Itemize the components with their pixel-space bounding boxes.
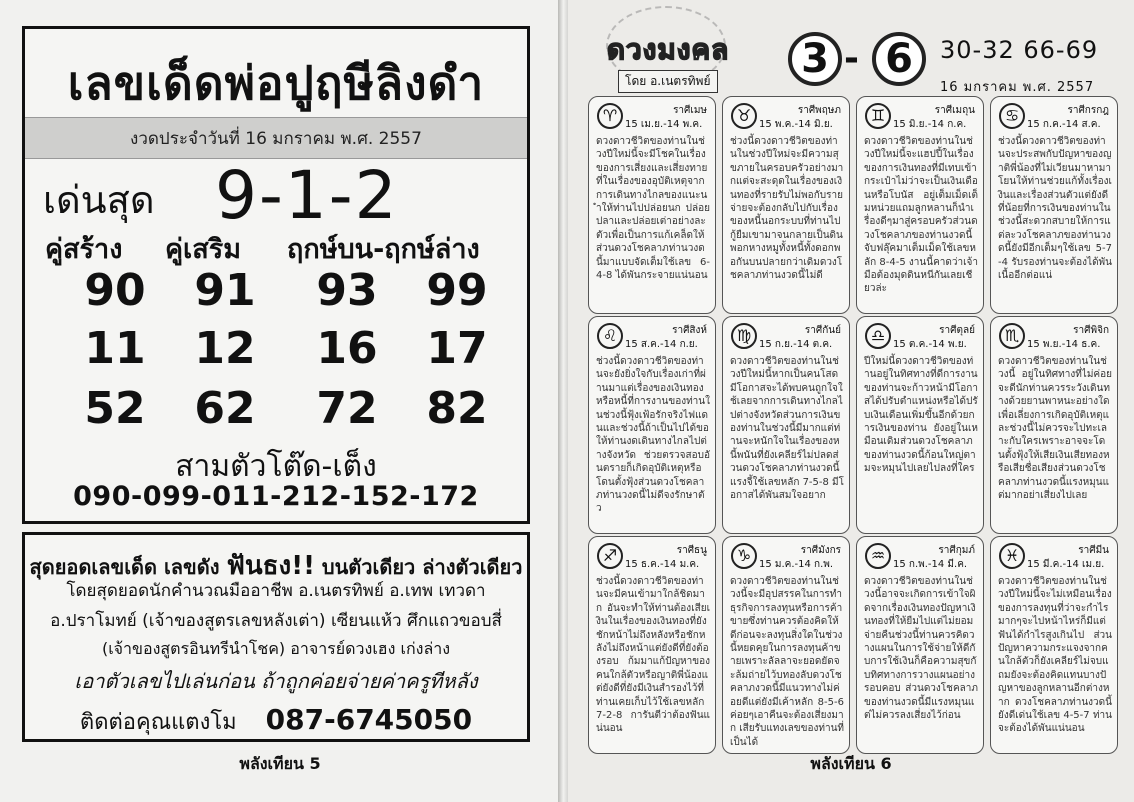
- sign-name: ราศีพิจิก: [1073, 325, 1109, 336]
- sign-name: ราศีสิงห์: [672, 325, 707, 336]
- horoscope-text: ดวงดาวชีวิตของท่านในช่วงนี้อาจจะเกิดการเข้าใจผิดจากเรื่องเงินทองปัญหาเงินทองที่ให้ยืมไปแต่ไม่ยอมจ่ายคืนช่วงนี้ท่านควรคิดวางแผนในการใช้จ่ายให้ดีกับการใช้เงินก็คือความสุขกับทิศทางการวางแผนอย่างรอบคอบ ส่วนดวงโชคลาภของท่านงวดนี้มีแรงหมุนแต่ไม่ควรลงเสี่ยงไว้ก่อน: [864, 576, 978, 722]
- right-page: [568, 0, 1134, 802]
- page-footer-right: พลังเทียน 6: [810, 754, 892, 773]
- sign-name: ราศีตุลย์: [939, 325, 975, 336]
- sign-name: ราศีเมษ: [673, 105, 707, 116]
- promo-line-4: (เจ้าของสูตรอินทรีนำโชค) อาจารย์ดวงเฮง เก่งล่าง: [101, 639, 451, 658]
- horoscope-card: [722, 96, 850, 314]
- date-range: 15 ส.ค.-14 ก.ย.: [625, 339, 698, 350]
- date-range: 15 ก.ค.-14 ส.ค.: [1027, 119, 1101, 130]
- horoscope-text: ดวงดาวชีวิตของท่านในช่วงนี้จะมีอุปสรรคในการทำธุรกิจการลงทุนหรือการค้าขายซึ่งท่านควรต้องคิดให้ดีก่อนจะลงทุนสิ่งใดในช่วงนี้หยดคุยในการลงทุนค้าขายเพราะลัลลาจะยอดยัดจะล้มถ่ายไว้บทองลับดวงโชคลาภงวดนี้มีแนวทางไม่ค่อยดีแต่ยังมีเค้าหลัก 8-5-6 ค่อยๆเอาคืนจะต้องเสี่ยงมาก เสียรับแทงเลขของท่านที่เป็นได้: [730, 576, 844, 748]
- taurus-icon: ♉: [731, 103, 757, 129]
- number-cell: 72: [316, 383, 378, 434]
- horoscope-text: ดวงดาวชีวิตของท่านในช่วงนี้ อยู่ในทิศทางที่ไม่ค่อยจะดีนักท่านควรระวังเดินทางด้วยยานพาหนะอย่างใด เพื่อเลี่ยงการเกิดอุบัติเหตุและช่วงนี้ไม่ควรจะไปทะเลาะกับใครเพราะอาจจะโดนตั้งฟุ้งให้เสียเงินเสียทองหรือเสียชื่อเสียงส่วนดวงโชคลาภท่านงวดนี้แรงหมุนแต่มากอย่าเสี่ยงไปเลย: [998, 356, 1112, 502]
- number-cell: 11: [84, 323, 146, 374]
- sign-name: ราศีกุมภ์: [938, 545, 975, 556]
- horoscope-text: ปีใหม่นี้ดวงดาวชีวิตของท่านอยู่ในทิศทางที่ดีการงานของท่านจะก้าวหน้ามีโอกาสได้ปรับตำแหน่งหรือได้ปรับเงินเดือนเพิ่มขึ้นอีกด้วยการเงินของท่าน ยังอยู่ในเหมือนเดิมส่วนดวงโชคลาภของท่านงวดนี้ก้อนใหญ่ตามจะหมุนไปเลยไปลงที่ใคร: [864, 356, 978, 475]
- date-range: 15 ธ.ค.-14 ม.ค.: [625, 559, 700, 570]
- date-range: 15 เม.ย.-14 พ.ค.: [625, 119, 703, 130]
- three-digit-label: สามตัวโต๊ด-เต็ง: [175, 449, 377, 484]
- number-cell: 12: [194, 323, 256, 374]
- left-page: [0, 0, 560, 802]
- draw-date: งวดประจำวันที่ 16 มกราคม พ.ศ. 2557: [25, 117, 527, 159]
- contact-phone: 087-6745050: [265, 703, 473, 736]
- number-cell: 91: [194, 265, 256, 316]
- date-range: 15 พ.ค.-14 มิ.ย.: [759, 119, 833, 130]
- leo-icon: ♌: [597, 323, 623, 349]
- number-cell: 90: [84, 265, 146, 316]
- promo-headline-big: ฟันธง!!: [226, 551, 315, 581]
- horoscope-card: [588, 536, 716, 754]
- horoscope-text: ดวงดาวชีวิตของท่านในช่วงปีใหม่นี้จะไม่เหมือนเรื่องของการลงทุนที่ว่าจะกำไรมากๆจะไปหน้าไหร่ก็มีแต่ฟันได้กำไรสูงเกินไป ส่วนปัญหาความกระแจงจากคนใกล้ตัวก็ยังเคลียร์ไม่จบแถมยังจะต้องคิดแทนบางปัญหาของลูกหลานอีกต่างหาก ดวงโชคลาภท่านงวดนี้ยังดีเด่นใช้เลข 4-5-7 ท่านจะต้องได้พันแน่นอน: [998, 576, 1112, 735]
- date-range: 15 มี.ค.-14 เม.ย.: [1027, 559, 1105, 570]
- date-range: 15 ก.พ.-14 มี.ค.: [893, 559, 968, 570]
- date-range: 15 มิ.ย.-14 ก.ค.: [893, 119, 967, 130]
- sign-name: ราศีมีน: [1078, 545, 1109, 556]
- horoscope-card: [990, 96, 1118, 314]
- masthead-title: ดวงมงคล: [606, 33, 730, 66]
- libra-icon: ♎: [865, 323, 891, 349]
- horoscope-text: ช่วงนี้ดวงดาวชีวิตของท่านจะประสพกับปัญหาของญาติพี่น้องที่ไม่เวียนมาหามาโยนให้ท่านช่วยแก้ทั้งเรื่องเงินและเรื่องส่วนตัวแต่ยังดีที่น้อยที่การเงินของท่านในช่วงนี้สะดวกสบายให้การแต่ละวงโชคลาภของท่านวงดนี้ยังมีอีกเต็มๆใช้เลข 5-7-4 รับรองท่านจะต้องได้พันเนื้ออีกต่อแน่: [998, 136, 1112, 282]
- promo-slogan: เอาตัวเลขไปเล่นก่อน ถ้าถูกค่อยจ่ายค่าครูทีหลัง: [74, 669, 478, 693]
- number-cell: 16: [316, 323, 378, 374]
- masthead: [588, 6, 738, 96]
- gemini-icon: ♊: [865, 103, 891, 129]
- horoscope-card: [588, 316, 716, 534]
- horoscope-card: [722, 536, 850, 754]
- highlight-label: เด่นสุด: [43, 178, 155, 222]
- category-kusang: คู่สร้าง: [45, 234, 123, 265]
- horoscope-text: ช่วงนี้ดวงดาวชีวิตของท่านจะมีคนเข้ามาใกล้ชิดมาก อันจะทำให้ท่านต้องเสียเงินในเรื่องของเงินทองที่ยังชักหน้าไม่ถึงหลังหรือชักหลังไม่ถึงหน้าแต่ยังดีที่ยังต้องรอบ ก้มมาแก้ปัญหาของคนใกล้ตัวหรือญาติพี่น้องแต่ยังดีที่ยังมีเงินสำรองไว้ที่ท่านเคยเก็บไว้ใช้เลขหลัก 7-2-8 การันตีว่าต้องฟันแน่นอน: [596, 576, 710, 735]
- horoscope-text: ดวงดาวชีวิตของท่านในช่วงปีใหม่นี้จะมีโชคในเรื่องของการเสี่ยงและเสี่ยงทายที่ในเรื่องของอุบัติเหตุจากการเดินทางไกลของแนะนำให้ท่านไปปล่อยนก ปล่อยปลาและปล่อยเต่าอย่างละตัวเพื่อเป็นการแก้เคล็ดให้ส่วนดวงโชคลาภท่านวงดนี้มาแบบจัดเต็มใช้เลข 6-4-8 ได้พันกระจายแน่นอน: [596, 136, 710, 282]
- cancer-icon: ♋: [999, 103, 1025, 129]
- date-range: 15 ม.ค.-14 ก.พ.: [759, 559, 834, 570]
- number-cell: 17: [426, 323, 488, 374]
- horoscope-text: ดวงดาวชีวิตของท่านในช่วงปีใหม่นี้จะแฮปปี้ในเรื่องของการเงินทองที่มีเทบเข้ากระเป๋าไม่ว่าจะเป็นเงินเดือนหรือโบนัส อยู่เต็มเม็ดเต็มหน่วยแถมลูกหลานก็นำเรื่องดีๆมาสู่ครอบครัวส่วนดวงโชคลาภของท่านงวดนี้จับฟลุ๊คมาเต็มเม็ดใช้เลขหลัก 8-4-5 งานนี้คาดว่าเจ้ามือต้องมุดดินหนีกันเลยเชียวล่ะ: [864, 136, 978, 295]
- promo-headline-b: บนตัวเดียว ล่างตัวเดียว: [321, 555, 523, 579]
- horoscope-card: [588, 96, 716, 314]
- right-date: 16 มกราคม พ.ศ. 2557: [940, 80, 1095, 95]
- horoscope-text: ช่วงนี้ดวงดาวชีวิตของท่านในช่วงปีใหม่จะมีความสุขภายในครอบครัวอย่างมากแต่จะสะดุดในเรื่องของเงินทองที่รายรับไม่พอกับรายจ่ายจะต้องกลับไปกับเรื่องของหนี้นอกระบบที่ท่านไปกู้ยืมเขามาจนกลายเป็นดินพอกหางหมูทั้งหนี้ทั้งดอกพอกันบนปลายกว่าเดิมดวงโชคลาภท่านงวดนี้ไม่ดี: [730, 136, 844, 282]
- horoscope-card: [856, 316, 984, 534]
- promo-line-2: โดยสุดยอดนักคำนวณมืออาชีพ อ.เนตรทิพย์ อ.เทพ เทวดา: [66, 581, 486, 601]
- number-cell: 93: [316, 265, 378, 316]
- date-range: 15 ต.ค.-14 พ.ย.: [893, 339, 967, 350]
- lottery-tips-box: [22, 26, 530, 524]
- horoscope-card: [722, 316, 850, 534]
- number-cell: 82: [426, 383, 488, 434]
- horoscope-text: ดวงดาวชีวิตของท่านในช่วงปีใหม่นี้หากเป็นคนโสดมีโอกาสจะได้พบคนถูกใจใช้เลยจากการเดินทางไกลไปต่างจังหวัดส่วนการเงินของท่านในช่วงนี้มีมากแต่ท่านจะหนักใจในเรื่องของหนี้พนันที่ยังเคลียร์ไม่ปลดส่วนดวงโชคลาภท่านงวดนี้แรงจี้ใช้เลขหลัก 7-5-8 มีโอกาสได้พันสมใจอยาก: [730, 356, 845, 502]
- aquarius-icon: ♒: [865, 543, 891, 569]
- scorpio-icon: ♏: [999, 323, 1025, 349]
- promo-line-3: อ.ปราโมทย์ (เจ้าของสูตรเลขหลังเต่า) เซียนแห้ว ศึกแถวขอบสี่: [50, 611, 502, 631]
- category-kuserm: คู่เสริม: [165, 234, 242, 265]
- sign-name: ราศีมังกร: [800, 545, 841, 556]
- aries-icon: ♈: [597, 103, 623, 129]
- horoscope-card: [856, 536, 984, 754]
- sign-name: ราศีเมถุน: [934, 105, 975, 116]
- category-roek: ฤกษ์บน-ฤกษ์ล่าง: [287, 234, 480, 265]
- virgo-icon: ♍: [731, 323, 757, 349]
- promo-box: [22, 532, 530, 742]
- three-digit-numbers: 090-099-011-212-152-172: [73, 481, 479, 512]
- pisces-icon: ♓: [999, 543, 1025, 569]
- horoscope-card: [856, 96, 984, 314]
- horoscope-card: [990, 316, 1118, 534]
- horoscope-text: ช่วงนี้ดวงดาวชีวิตของท่านจะยังยิ่งใจกับเรื่องเก่าที่ผ่านมาแต่เรื่องของเงินทองหรือหนี้ที่การงานของท่านในช่วงนี้ฟุ้งเฟ้อรักจริงไฟแดนและช่วงนี้ถ้าเป็นไปได้ขอให้ท่านงดเดินทางไกลไปต่างจังหวัด ช่วยตรวจสอบอันตรายก็เกิดอุบัติเหตุหรือ โดนตั้งฟุ้งส่วนดวงโชคลาภท่านวงดนี้ไม่ดีจงรักษาตัว: [596, 356, 711, 515]
- sign-name: ราศีกรกฎ: [1067, 105, 1109, 116]
- lucky-number-2: 6: [872, 32, 926, 86]
- contact-label: ติดต่อคุณแตงโม: [79, 710, 237, 735]
- lucky-dash: -: [844, 38, 859, 79]
- lucky-pairs: 30-32 66-69: [940, 36, 1099, 64]
- contact-line: [25, 703, 527, 739]
- number-cell: 62: [194, 383, 256, 434]
- page-title: เลขเด็ดพ่อปูฤษีลิงดำ: [67, 56, 485, 110]
- capricorn-icon: ♑: [731, 543, 757, 569]
- number-cell: 99: [426, 265, 488, 316]
- horoscope-card: [990, 536, 1118, 754]
- page-footer-left: พลังเทียน 5: [239, 754, 321, 773]
- date-range: 15 ก.ย.-14 ต.ค.: [759, 339, 833, 350]
- lucky-number-1: 3: [788, 32, 842, 86]
- sign-name: ราศีธนู: [676, 545, 707, 556]
- masthead-byline: โดย อ.เนตรทิพย์: [618, 70, 718, 93]
- sagittarius-icon: ♐: [597, 543, 623, 569]
- number-cell: 52: [84, 383, 146, 434]
- sign-name: ราศีพฤษภ: [797, 105, 841, 116]
- sign-name: ราศีกันย์: [804, 325, 841, 336]
- date-range: 15 พ.ย.-14 ธ.ค.: [1027, 339, 1101, 350]
- highlight-numbers: 9-1-2: [215, 157, 399, 234]
- promo-headline-a: สุดยอดเลขเด็ด เลขดัง: [29, 555, 220, 579]
